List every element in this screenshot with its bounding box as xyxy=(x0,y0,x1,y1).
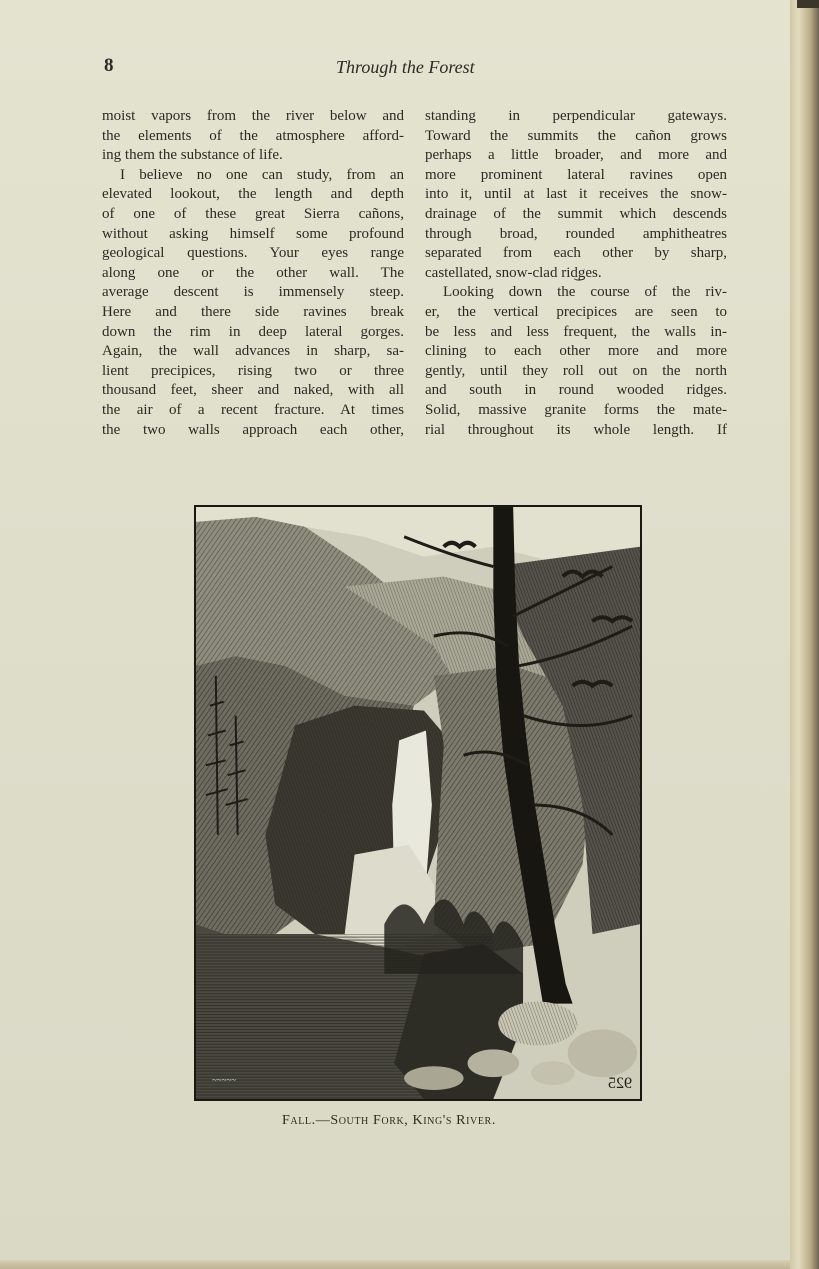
text-line: I believe no one can study, from an xyxy=(120,166,404,183)
text-line: gently, until they roll out on the north xyxy=(425,362,727,379)
text-column-right xyxy=(425,107,727,440)
text-line: ing them the substance of life. xyxy=(102,147,283,164)
waterfall-engraving xyxy=(194,505,642,1101)
page-corner-shadow xyxy=(797,0,819,8)
figure-caption: Fall.—South Fork, King's River. xyxy=(282,1113,496,1128)
text-line: down the rim in deep lateral gorges. xyxy=(102,323,404,340)
engraver-number: 925 xyxy=(608,1075,632,1092)
text-line: of one of these great Sierra cañons, xyxy=(102,205,404,222)
text-line: along one or the other wall. The xyxy=(102,264,404,281)
text-line: the air of a recent fracture. At times xyxy=(102,401,404,418)
engraving-illustration xyxy=(196,507,640,1099)
text-line: into it, until at last it receives the snow- xyxy=(425,186,727,203)
text-line: average descent is immensely steep. xyxy=(102,284,404,301)
text-line: separated from each other by sharp, xyxy=(425,245,727,262)
text-line: thousand feet, sheer and naked, with all xyxy=(102,382,404,399)
text-line: more prominent lateral ravines open xyxy=(425,166,727,183)
text-line: Again, the wall advances in sharp, sa- xyxy=(102,343,404,360)
text-line: lient precipices, rising two or three xyxy=(102,362,404,379)
page-number: 8 xyxy=(104,55,114,76)
text-line: the two walls approach each other, xyxy=(102,421,404,438)
text-line: drainage of the summit which descends xyxy=(425,205,727,222)
text-line: castellated, snow-clad rid͜ges. xyxy=(425,264,602,281)
text-line: rial throughout its whole length. If xyxy=(425,421,727,438)
text-line: without asking himself some profound xyxy=(102,225,404,242)
text-line: standing in perpendicular gateways. xyxy=(425,108,727,124)
text-line: be less and less frequent, the walls in- xyxy=(425,323,727,340)
text-line: the elements of the atmosphere afford- xyxy=(102,127,404,144)
text-line: through broad, rounded amphitheatres xyxy=(425,225,727,242)
text-line: and south in round wooded ridges. xyxy=(425,382,727,399)
text-line: Solid, massive granite forms the mate- xyxy=(425,401,727,418)
text-line: elevated lookout, the length and depth xyxy=(102,186,404,203)
text-line: er, the vertical precipices are seen to xyxy=(425,303,727,320)
text-line: geological questions. Your eyes range xyxy=(102,245,404,262)
text-column-left xyxy=(102,107,404,440)
text-line: Looking down the course of the riv- xyxy=(443,284,727,301)
page-edge-right xyxy=(790,0,819,1269)
engraver-signature-mark: ~~~~~ xyxy=(211,1075,236,1086)
running-title: Through the Forest xyxy=(336,57,475,77)
text-line: Toward the summits the cañon grows xyxy=(425,127,727,144)
text-line: moist vapors from the river below and xyxy=(102,108,404,124)
text-line: clining to each other more and more xyxy=(425,343,727,360)
text-line: Here and there side ravines break xyxy=(102,303,404,320)
text-line: perhaps a little broader, and more and xyxy=(425,147,727,164)
page-edge-bottom xyxy=(0,1260,790,1269)
